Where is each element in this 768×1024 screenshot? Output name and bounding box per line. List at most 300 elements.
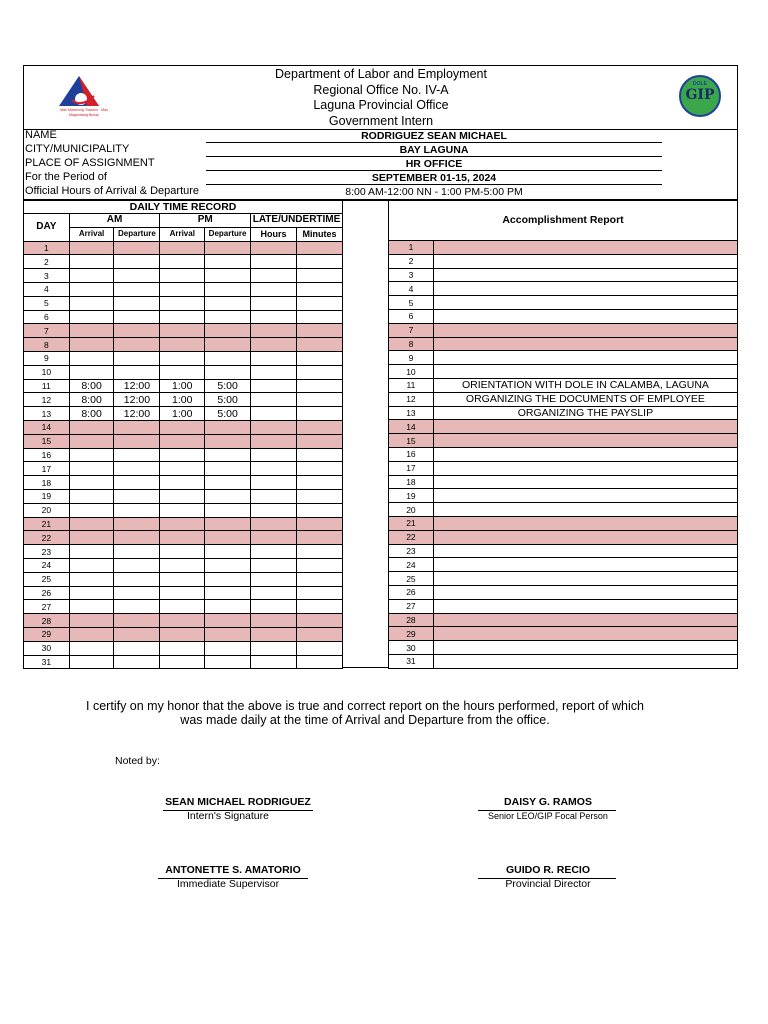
director-name: GUIDO R. RECIO [505, 864, 590, 876]
am-departure-cell [114, 531, 160, 545]
dtr-row [24, 420, 343, 434]
city-value: BAY LAGUNA [206, 144, 662, 157]
am-arrival-cell [69, 420, 114, 434]
accomplishment-day-cell: 5 [389, 296, 434, 310]
dtr-row [24, 324, 343, 338]
am-arrival-cell [69, 351, 114, 365]
late-minutes-cell [297, 241, 343, 255]
dtr-day-cell: 20 [24, 503, 70, 517]
accomplishment-cell [433, 572, 737, 586]
accomplishment-cell [433, 337, 737, 351]
gip-logo-dole-text: DOLE [693, 81, 707, 87]
am-arrival-cell [69, 489, 114, 503]
dtr-row [24, 572, 343, 586]
accomplishment-row [389, 420, 738, 434]
am-departure-cell [114, 476, 160, 490]
dtr-day-cell: 14 [24, 420, 70, 434]
accomplishment-cell [433, 323, 737, 337]
pm-arrival-cell [160, 351, 205, 365]
accomplishment-day-cell: 1 [389, 241, 434, 255]
pm-arrival-cell [160, 365, 205, 379]
supervisor-role: Immediate Supervisor [176, 878, 280, 890]
certify-line-2: was made daily at the time of Arrival and Departure from the office. [180, 713, 550, 727]
am-departure-cell: 12:00 [114, 407, 160, 421]
accomplishment-day-cell: 31 [389, 654, 434, 668]
pm-arrival-cell: 1:00 [160, 407, 205, 421]
pm-arrival-cell [160, 572, 205, 586]
dole-logo-caption: Mas Maraming Trabaho · Mas Magandang Buhay [60, 108, 108, 117]
accomplishment-row [389, 613, 738, 627]
pm-arrival-cell [160, 545, 205, 559]
am-arrival-cell [69, 586, 114, 600]
dtr-row [24, 393, 343, 407]
late-undertime-header: LATE/UNDERTIME [251, 214, 343, 228]
am-arrival-cell [69, 282, 114, 296]
office-title: Laguna Provincial Office [313, 98, 449, 112]
pm-departure-cell [205, 420, 251, 434]
late-hours-cell [251, 296, 297, 310]
accomplishment-day-cell: 3 [389, 268, 434, 282]
daily-time-record-table [23, 199, 343, 669]
gip-logo [679, 75, 721, 117]
dtr-day-cell: 7 [24, 324, 70, 338]
place-label: PLACE OF ASSIGNMENT [25, 157, 155, 169]
late-hours-cell [251, 476, 297, 490]
am-departure-cell: 12:00 [114, 379, 160, 393]
late-minutes-cell [297, 503, 343, 517]
pm-arrival-cell: 1:00 [160, 393, 205, 407]
late-minutes-cell [297, 351, 343, 365]
late-minutes-cell [297, 489, 343, 503]
am-departure-cell [114, 324, 160, 338]
pm-departure-cell [205, 655, 251, 669]
accomplishment-row [389, 365, 738, 379]
accomplishment-row [389, 434, 738, 448]
pm-arrival-cell: 1:00 [160, 379, 205, 393]
am-arrival-cell [69, 558, 114, 572]
pm-departure-cell [205, 241, 251, 255]
accomplishment-row [389, 296, 738, 310]
region-title: Regional Office No. IV-A [313, 83, 449, 97]
accomplishment-day-cell: 27 [389, 599, 434, 613]
pm-departure-cell [205, 545, 251, 559]
noted-by-label: Noted by: [115, 755, 160, 767]
pm-arrival-cell [160, 600, 205, 614]
am-departure-cell [114, 434, 160, 448]
accomplishment-row [389, 503, 738, 517]
accomplishment-row [389, 641, 738, 655]
am-departure-cell [114, 503, 160, 517]
pm-arrival-cell [160, 448, 205, 462]
pm-arrival-cell [160, 517, 205, 531]
place-value: HR OFFICE [206, 158, 662, 171]
accomplishment-row [389, 516, 738, 530]
dtr-row [24, 614, 343, 628]
period-value: SEPTEMBER 01-15, 2024 [206, 172, 662, 185]
am-arrival-cell [69, 255, 114, 269]
table-gap-column [342, 199, 389, 668]
am-arrival-cell [69, 641, 114, 655]
dtr-day-cell: 1 [24, 241, 70, 255]
am-header: AM [69, 214, 160, 228]
pm-arrival-cell [160, 338, 205, 352]
accomplishment-row [389, 392, 738, 406]
am-departure-cell [114, 517, 160, 531]
program-title: Government Intern [328, 114, 434, 128]
accomplishment-cell [433, 365, 737, 379]
late-minutes-cell [297, 420, 343, 434]
am-arrival-header: Arrival [69, 227, 114, 241]
late-minutes-cell [297, 586, 343, 600]
dtr-row [24, 269, 343, 283]
am-departure-cell [114, 614, 160, 628]
am-arrival-cell [69, 448, 114, 462]
accomplishment-day-cell: 14 [389, 420, 434, 434]
late-hours-cell [251, 448, 297, 462]
hours-header: Hours [251, 227, 297, 241]
accomplishment-day-cell: 7 [389, 323, 434, 337]
am-arrival-cell [69, 614, 114, 628]
dtr-row [24, 310, 343, 324]
accomplishment-row [389, 309, 738, 323]
late-hours-cell [251, 503, 297, 517]
late-hours-cell [251, 324, 297, 338]
accomplishment-row [389, 461, 738, 475]
pm-departure-cell [205, 282, 251, 296]
accomplishment-cell [433, 641, 737, 655]
late-minutes-cell [297, 572, 343, 586]
pm-departure-cell: 5:00 [205, 407, 251, 421]
dtr-day-cell: 15 [24, 434, 70, 448]
dtr-day-cell: 30 [24, 641, 70, 655]
am-arrival-cell [69, 531, 114, 545]
pm-departure-cell [205, 255, 251, 269]
name-label: NAME [25, 129, 57, 141]
pm-arrival-cell [160, 655, 205, 669]
am-arrival-cell [69, 338, 114, 352]
accomplishment-cell [433, 544, 737, 558]
late-minutes-cell [297, 255, 343, 269]
dtr-row [24, 517, 343, 531]
late-hours-cell [251, 420, 297, 434]
accomplishment-row [389, 337, 738, 351]
late-minutes-cell [297, 558, 343, 572]
minutes-header: Minutes [297, 227, 343, 241]
intern-name: SEAN MICHAEL RODRIGUEZ [165, 796, 311, 808]
accomplishment-row [389, 558, 738, 572]
city-label: CITY/MUNICIPALITY [25, 143, 130, 155]
late-minutes-cell [297, 407, 343, 421]
pm-departure-cell [205, 641, 251, 655]
dtr-day-cell: 31 [24, 655, 70, 669]
am-arrival-cell [69, 324, 114, 338]
accomplishment-day-cell: 16 [389, 447, 434, 461]
accomplishment-day-cell: 22 [389, 530, 434, 544]
am-arrival-cell [69, 241, 114, 255]
accomplishment-cell: ORIENTATION WITH DOLE IN CALAMBA, LAGUNA [433, 378, 737, 392]
late-hours-cell [251, 489, 297, 503]
am-departure-cell [114, 310, 160, 324]
late-hours-cell [251, 586, 297, 600]
pm-departure-cell: 5:00 [205, 379, 251, 393]
dept-title: Department of Labor and Employment [275, 67, 487, 81]
accomplishment-cell: ORGANIZING THE DOCUMENTS OF EMPLOYEE [433, 392, 737, 406]
late-hours-cell [251, 627, 297, 641]
late-minutes-cell [297, 310, 343, 324]
focal-name: DAISY G. RAMOS [504, 796, 592, 808]
late-minutes-cell [297, 338, 343, 352]
accomplishment-row [389, 530, 738, 544]
am-departure-cell [114, 269, 160, 283]
dtr-day-cell: 11 [24, 379, 70, 393]
late-hours-cell [251, 407, 297, 421]
pm-departure-cell [205, 365, 251, 379]
accomplishment-cell [433, 268, 737, 282]
pm-departure-cell [205, 614, 251, 628]
pm-arrival-cell [160, 531, 205, 545]
accomplishment-day-cell: 4 [389, 282, 434, 296]
dtr-row [24, 489, 343, 503]
accomplishment-title: Accomplishment Report [389, 200, 738, 241]
pm-arrival-cell [160, 324, 205, 338]
am-departure-cell [114, 351, 160, 365]
accomplishment-row [389, 323, 738, 337]
dtr-day-cell: 6 [24, 310, 70, 324]
accomplishment-cell [433, 654, 737, 668]
dtr-day-cell: 13 [24, 407, 70, 421]
pm-arrival-cell [160, 489, 205, 503]
accomplishment-row [389, 351, 738, 365]
accomplishment-day-cell: 6 [389, 309, 434, 323]
dtr-row [24, 531, 343, 545]
late-minutes-cell [297, 296, 343, 310]
accomplishment-cell [433, 530, 737, 544]
am-arrival-cell [69, 310, 114, 324]
late-hours-cell [251, 241, 297, 255]
am-departure-cell [114, 545, 160, 559]
pm-departure-cell [205, 310, 251, 324]
late-hours-cell [251, 517, 297, 531]
pm-arrival-cell [160, 627, 205, 641]
am-arrival-cell: 8:00 [69, 407, 114, 421]
accomplishment-cell [433, 489, 737, 503]
am-arrival-cell [69, 462, 114, 476]
dtr-title: DAILY TIME RECORD [24, 200, 343, 214]
accomplishment-row [389, 572, 738, 586]
accomplishment-row [389, 489, 738, 503]
intern-role: Intern's Signature [187, 810, 269, 822]
accomplishment-cell [433, 241, 737, 255]
supervisor-name: ANTONETTE S. AMATORIO [165, 864, 301, 876]
dtr-row [24, 282, 343, 296]
am-departure-cell [114, 241, 160, 255]
late-hours-cell [251, 255, 297, 269]
dtr-row [24, 365, 343, 379]
accomplishment-row [389, 627, 738, 641]
dtr-day-cell: 2 [24, 255, 70, 269]
late-minutes-cell [297, 379, 343, 393]
accomplishment-day-cell: 17 [389, 461, 434, 475]
pm-arrival-cell [160, 558, 205, 572]
late-minutes-cell [297, 448, 343, 462]
dtr-day-cell: 5 [24, 296, 70, 310]
accomplishment-cell [433, 420, 737, 434]
accomplishment-row [389, 544, 738, 558]
late-minutes-cell [297, 655, 343, 669]
dtr-day-cell: 24 [24, 558, 70, 572]
dtr-row [24, 434, 343, 448]
pm-departure-cell [205, 462, 251, 476]
accomplishment-day-cell: 9 [389, 351, 434, 365]
pm-departure-cell [205, 558, 251, 572]
dtr-day-cell: 10 [24, 365, 70, 379]
pm-departure-cell [205, 324, 251, 338]
dtr-row [24, 600, 343, 614]
pm-departure-cell: 5:00 [205, 393, 251, 407]
late-minutes-cell [297, 434, 343, 448]
accomplishment-day-cell: 20 [389, 503, 434, 517]
late-minutes-cell [297, 531, 343, 545]
am-arrival-cell [69, 600, 114, 614]
late-hours-cell [251, 641, 297, 655]
am-departure-cell [114, 627, 160, 641]
dtr-day-cell: 12 [24, 393, 70, 407]
pm-arrival-cell [160, 434, 205, 448]
accomplishment-day-cell: 11 [389, 378, 434, 392]
pm-arrival-cell [160, 420, 205, 434]
am-arrival-cell [69, 503, 114, 517]
late-minutes-cell [297, 282, 343, 296]
dtr-row [24, 503, 343, 517]
accomplishment-row [389, 475, 738, 489]
late-hours-cell [251, 614, 297, 628]
accomplishment-cell [433, 296, 737, 310]
late-hours-cell [251, 572, 297, 586]
dtr-row [24, 379, 343, 393]
am-departure-cell [114, 641, 160, 655]
accomplishment-row [389, 447, 738, 461]
accomplishment-cell: ORGANIZING THE PAYSLIP [433, 406, 737, 420]
dtr-day-cell: 25 [24, 572, 70, 586]
dtr-row [24, 627, 343, 641]
dtr-day-cell: 22 [24, 531, 70, 545]
late-hours-cell [251, 531, 297, 545]
late-minutes-cell [297, 324, 343, 338]
accomplishment-cell [433, 503, 737, 517]
late-hours-cell [251, 310, 297, 324]
late-minutes-cell [297, 462, 343, 476]
am-departure-cell [114, 282, 160, 296]
dtr-row [24, 545, 343, 559]
am-departure-cell [114, 420, 160, 434]
pm-departure-cell [205, 448, 251, 462]
am-departure-cell [114, 586, 160, 600]
late-hours-cell [251, 462, 297, 476]
late-hours-cell [251, 393, 297, 407]
dtr-day-cell: 28 [24, 614, 70, 628]
accomplishment-row [389, 241, 738, 255]
late-minutes-cell [297, 545, 343, 559]
dtr-row [24, 407, 343, 421]
dtr-day-cell: 18 [24, 476, 70, 490]
hours-value: 8:00 AM-12:00 NN - 1:00 PM-5:00 PM [345, 186, 523, 198]
accomplishment-cell [433, 475, 737, 489]
pm-departure-cell [205, 517, 251, 531]
late-minutes-cell [297, 393, 343, 407]
dtr-day-cell: 26 [24, 586, 70, 600]
am-arrival-cell [69, 517, 114, 531]
accomplishment-cell [433, 461, 737, 475]
accomplishment-row [389, 599, 738, 613]
accomplishment-row [389, 282, 738, 296]
am-departure-cell [114, 655, 160, 669]
am-departure-cell [114, 572, 160, 586]
accomplishment-cell [433, 613, 737, 627]
pm-arrival-cell [160, 476, 205, 490]
accomplishment-row [389, 254, 738, 268]
accomplishment-day-cell: 30 [389, 641, 434, 655]
am-departure-cell [114, 365, 160, 379]
late-hours-cell [251, 338, 297, 352]
am-departure-cell [114, 255, 160, 269]
am-arrival-cell [69, 434, 114, 448]
late-minutes-cell [297, 365, 343, 379]
am-arrival-cell [69, 572, 114, 586]
am-arrival-cell [69, 365, 114, 379]
dtr-day-cell: 21 [24, 517, 70, 531]
late-hours-cell [251, 655, 297, 669]
am-arrival-cell [69, 296, 114, 310]
dtr-day-cell: 27 [24, 600, 70, 614]
am-arrival-cell: 8:00 [69, 393, 114, 407]
late-hours-cell [251, 351, 297, 365]
accomplishment-cell [433, 434, 737, 448]
accomplishment-cell [433, 627, 737, 641]
accomplishment-day-cell: 19 [389, 489, 434, 503]
accomplishment-cell [433, 309, 737, 323]
late-hours-cell [251, 545, 297, 559]
late-minutes-cell [297, 641, 343, 655]
am-arrival-cell [69, 476, 114, 490]
am-departure-cell [114, 296, 160, 310]
pm-arrival-cell [160, 296, 205, 310]
accomplishment-day-cell: 12 [389, 392, 434, 406]
dtr-day-cell: 4 [24, 282, 70, 296]
accomplishment-day-cell: 24 [389, 558, 434, 572]
pm-arrival-cell [160, 503, 205, 517]
pm-departure-cell [205, 600, 251, 614]
pm-arrival-cell [160, 586, 205, 600]
am-departure-cell [114, 448, 160, 462]
dtr-day-cell: 19 [24, 489, 70, 503]
dtr-row [24, 655, 343, 669]
accomplishment-row [389, 378, 738, 392]
form-header [23, 65, 738, 201]
am-departure-cell [114, 462, 160, 476]
accomplishment-row [389, 268, 738, 282]
dtr-row [24, 462, 343, 476]
accomplishment-cell [433, 447, 737, 461]
late-minutes-cell [297, 269, 343, 283]
am-arrival-cell [69, 627, 114, 641]
pm-departure-cell [205, 572, 251, 586]
pm-arrival-cell [160, 310, 205, 324]
director-role: Provincial Director [505, 878, 591, 890]
late-minutes-cell [297, 614, 343, 628]
late-minutes-cell [297, 627, 343, 641]
pm-arrival-cell [160, 462, 205, 476]
accomplishment-day-cell: 10 [389, 365, 434, 379]
